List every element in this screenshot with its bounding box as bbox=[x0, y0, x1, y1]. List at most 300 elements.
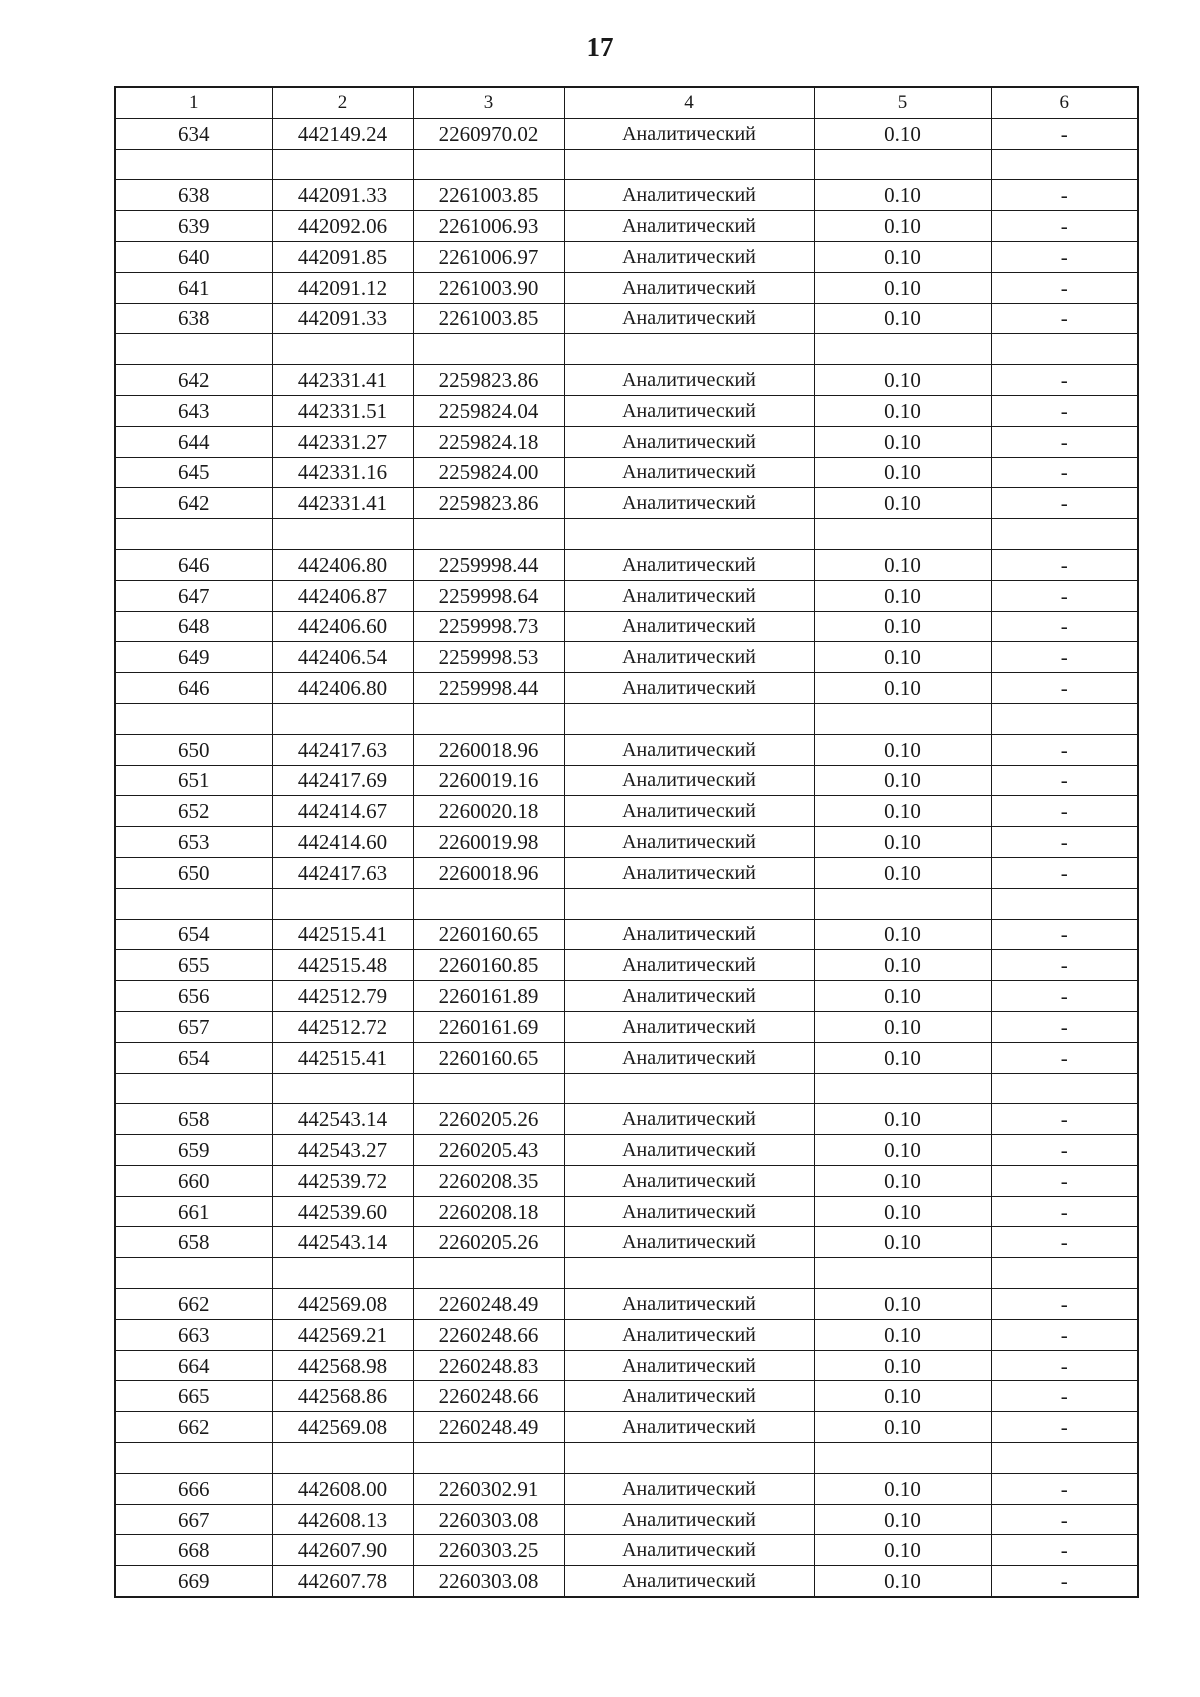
method-cell: Аналитический bbox=[564, 488, 814, 519]
x-coordinate-cell bbox=[272, 149, 413, 180]
method-cell: Аналитический bbox=[564, 1289, 814, 1320]
x-coordinate-cell bbox=[272, 519, 413, 550]
table-row bbox=[115, 1196, 1138, 1227]
table-row bbox=[115, 1473, 1138, 1504]
y-coordinate-cell: 2260018.96 bbox=[413, 734, 564, 765]
y-coordinate-cell: 2261003.90 bbox=[413, 272, 564, 303]
table-row bbox=[115, 272, 1138, 303]
separator-row bbox=[115, 1443, 1138, 1474]
table-row bbox=[115, 919, 1138, 950]
accuracy-cell: 0.10 bbox=[814, 549, 991, 580]
x-coordinate-cell: 442543.14 bbox=[272, 1104, 413, 1135]
point-number-cell: 644 bbox=[115, 426, 272, 457]
method-cell bbox=[564, 1258, 814, 1289]
point-number-cell bbox=[115, 1258, 272, 1289]
accuracy-cell: 0.10 bbox=[814, 796, 991, 827]
method-cell bbox=[564, 888, 814, 919]
accuracy-cell: 0.10 bbox=[814, 1473, 991, 1504]
accuracy-cell bbox=[814, 703, 991, 734]
accuracy-cell: 0.10 bbox=[814, 1504, 991, 1535]
point-number-cell: 646 bbox=[115, 549, 272, 580]
table-row bbox=[115, 488, 1138, 519]
note-cell: - bbox=[991, 981, 1138, 1012]
accuracy-cell: 0.10 bbox=[814, 488, 991, 519]
point-number-cell: 655 bbox=[115, 950, 272, 981]
point-number-cell bbox=[115, 519, 272, 550]
method-cell: Аналитический bbox=[564, 857, 814, 888]
point-number-cell: 660 bbox=[115, 1165, 272, 1196]
method-cell: Аналитический bbox=[564, 395, 814, 426]
y-coordinate-cell bbox=[413, 703, 564, 734]
point-number-cell: 640 bbox=[115, 241, 272, 272]
table-row bbox=[115, 1350, 1138, 1381]
method-cell: Аналитический bbox=[564, 1104, 814, 1135]
header-cell-6: 6 bbox=[991, 87, 1138, 118]
y-coordinate-cell: 2260302.91 bbox=[413, 1473, 564, 1504]
accuracy-cell: 0.10 bbox=[814, 1381, 991, 1412]
x-coordinate-cell: 442607.78 bbox=[272, 1566, 413, 1597]
x-coordinate-cell bbox=[272, 1258, 413, 1289]
method-cell: Аналитический bbox=[564, 673, 814, 704]
table-row bbox=[115, 118, 1138, 149]
table-row bbox=[115, 857, 1138, 888]
method-cell: Аналитический bbox=[564, 549, 814, 580]
method-cell: Аналитический bbox=[564, 1504, 814, 1535]
point-number-cell: 643 bbox=[115, 395, 272, 426]
point-number-cell: 664 bbox=[115, 1350, 272, 1381]
note-cell bbox=[991, 149, 1138, 180]
note-cell: - bbox=[991, 1319, 1138, 1350]
note-cell: - bbox=[991, 580, 1138, 611]
point-number-cell bbox=[115, 888, 272, 919]
y-coordinate-cell bbox=[413, 519, 564, 550]
table-row bbox=[115, 1104, 1138, 1135]
accuracy-cell: 0.10 bbox=[814, 1289, 991, 1320]
note-cell: - bbox=[991, 1566, 1138, 1597]
method-cell bbox=[564, 519, 814, 550]
table-row bbox=[115, 611, 1138, 642]
y-coordinate-cell: 2260248.83 bbox=[413, 1350, 564, 1381]
note-cell: - bbox=[991, 1196, 1138, 1227]
y-coordinate-cell: 2260208.35 bbox=[413, 1165, 564, 1196]
table-row bbox=[115, 395, 1138, 426]
table-row bbox=[115, 1042, 1138, 1073]
method-cell: Аналитический bbox=[564, 1319, 814, 1350]
table-row bbox=[115, 1289, 1138, 1320]
note-cell: - bbox=[991, 857, 1138, 888]
method-cell: Аналитический bbox=[564, 1381, 814, 1412]
x-coordinate-cell: 442512.79 bbox=[272, 981, 413, 1012]
x-coordinate-cell: 442417.63 bbox=[272, 734, 413, 765]
y-coordinate-cell: 2259824.18 bbox=[413, 426, 564, 457]
note-cell: - bbox=[991, 1011, 1138, 1042]
table-body bbox=[115, 118, 1138, 1597]
method-cell: Аналитический bbox=[564, 611, 814, 642]
point-number-cell: 662 bbox=[115, 1289, 272, 1320]
accuracy-cell: 0.10 bbox=[814, 211, 991, 242]
note-cell: - bbox=[991, 1412, 1138, 1443]
table-row bbox=[115, 211, 1138, 242]
header-cell-1: 1 bbox=[115, 87, 272, 118]
method-cell: Аналитический bbox=[564, 1011, 814, 1042]
note-cell: - bbox=[991, 1350, 1138, 1381]
method-cell: Аналитический bbox=[564, 365, 814, 396]
point-number-cell: 657 bbox=[115, 1011, 272, 1042]
x-coordinate-cell: 442568.98 bbox=[272, 1350, 413, 1381]
table-row bbox=[115, 1381, 1138, 1412]
note-cell: - bbox=[991, 1381, 1138, 1412]
note-cell: - bbox=[991, 765, 1138, 796]
accuracy-cell: 0.10 bbox=[814, 426, 991, 457]
x-coordinate-cell: 442569.08 bbox=[272, 1412, 413, 1443]
table-row bbox=[115, 1011, 1138, 1042]
note-cell: - bbox=[991, 734, 1138, 765]
point-number-cell: 656 bbox=[115, 981, 272, 1012]
note-cell: - bbox=[991, 457, 1138, 488]
method-cell: Аналитический bbox=[564, 796, 814, 827]
accuracy-cell: 0.10 bbox=[814, 303, 991, 334]
accuracy-cell: 0.10 bbox=[814, 395, 991, 426]
x-coordinate-cell: 442091.33 bbox=[272, 180, 413, 211]
x-coordinate-cell: 442515.41 bbox=[272, 1042, 413, 1073]
method-cell: Аналитический bbox=[564, 211, 814, 242]
table-row bbox=[115, 580, 1138, 611]
method-cell: Аналитический bbox=[564, 1350, 814, 1381]
accuracy-cell: 0.10 bbox=[814, 457, 991, 488]
y-coordinate-cell: 2260248.49 bbox=[413, 1412, 564, 1443]
y-coordinate-cell: 2260205.26 bbox=[413, 1227, 564, 1258]
table-row bbox=[115, 827, 1138, 858]
method-cell: Аналитический bbox=[564, 1135, 814, 1166]
y-coordinate-cell bbox=[413, 149, 564, 180]
point-number-cell: 666 bbox=[115, 1473, 272, 1504]
accuracy-cell: 0.10 bbox=[814, 580, 991, 611]
y-coordinate-cell: 2260161.89 bbox=[413, 981, 564, 1012]
accuracy-cell bbox=[814, 1073, 991, 1104]
method-cell: Аналитический bbox=[564, 457, 814, 488]
table-row bbox=[115, 1535, 1138, 1566]
y-coordinate-cell bbox=[413, 1443, 564, 1474]
x-coordinate-cell: 442515.48 bbox=[272, 950, 413, 981]
y-coordinate-cell: 2260020.18 bbox=[413, 796, 564, 827]
accuracy-cell: 0.10 bbox=[814, 950, 991, 981]
x-coordinate-cell bbox=[272, 1443, 413, 1474]
x-coordinate-cell: 442539.60 bbox=[272, 1196, 413, 1227]
x-coordinate-cell: 442091.33 bbox=[272, 303, 413, 334]
accuracy-cell: 0.10 bbox=[814, 1135, 991, 1166]
note-cell: - bbox=[991, 426, 1138, 457]
point-number-cell: 639 bbox=[115, 211, 272, 242]
x-coordinate-cell: 442406.87 bbox=[272, 580, 413, 611]
coordinates-table bbox=[114, 86, 1139, 1598]
header-cell-4: 4 bbox=[564, 87, 814, 118]
accuracy-cell: 0.10 bbox=[814, 1104, 991, 1135]
method-cell: Аналитический bbox=[564, 1535, 814, 1566]
separator-row bbox=[115, 1258, 1138, 1289]
y-coordinate-cell: 2260160.65 bbox=[413, 1042, 564, 1073]
note-cell: - bbox=[991, 642, 1138, 673]
y-coordinate-cell: 2260303.08 bbox=[413, 1566, 564, 1597]
accuracy-cell: 0.10 bbox=[814, 1535, 991, 1566]
y-coordinate-cell: 2260161.69 bbox=[413, 1011, 564, 1042]
table-row bbox=[115, 426, 1138, 457]
method-cell: Аналитический bbox=[564, 272, 814, 303]
method-cell: Аналитический bbox=[564, 919, 814, 950]
separator-row bbox=[115, 519, 1138, 550]
note-cell: - bbox=[991, 611, 1138, 642]
x-coordinate-cell: 442417.69 bbox=[272, 765, 413, 796]
accuracy-cell bbox=[814, 1443, 991, 1474]
note-cell bbox=[991, 1258, 1138, 1289]
method-cell: Аналитический bbox=[564, 241, 814, 272]
method-cell: Аналитический bbox=[564, 303, 814, 334]
point-number-cell: 668 bbox=[115, 1535, 272, 1566]
table-row bbox=[115, 1135, 1138, 1166]
table-row bbox=[115, 765, 1138, 796]
point-number-cell bbox=[115, 149, 272, 180]
x-coordinate-cell: 442414.67 bbox=[272, 796, 413, 827]
x-coordinate-cell: 442569.08 bbox=[272, 1289, 413, 1320]
y-coordinate-cell: 2260205.43 bbox=[413, 1135, 564, 1166]
method-cell: Аналитический bbox=[564, 765, 814, 796]
table-row bbox=[115, 241, 1138, 272]
separator-row bbox=[115, 1073, 1138, 1104]
table-row bbox=[115, 457, 1138, 488]
y-coordinate-cell: 2260303.25 bbox=[413, 1535, 564, 1566]
accuracy-cell: 0.10 bbox=[814, 734, 991, 765]
point-number-cell: 667 bbox=[115, 1504, 272, 1535]
point-number-cell: 669 bbox=[115, 1566, 272, 1597]
method-cell: Аналитический bbox=[564, 1566, 814, 1597]
y-coordinate-cell: 2259998.64 bbox=[413, 580, 564, 611]
table-header bbox=[115, 87, 1138, 118]
point-number-cell bbox=[115, 1443, 272, 1474]
note-cell: - bbox=[991, 118, 1138, 149]
note-cell: - bbox=[991, 1135, 1138, 1166]
x-coordinate-cell: 442406.80 bbox=[272, 549, 413, 580]
note-cell: - bbox=[991, 272, 1138, 303]
table-row bbox=[115, 180, 1138, 211]
point-number-cell: 645 bbox=[115, 457, 272, 488]
accuracy-cell: 0.10 bbox=[814, 118, 991, 149]
y-coordinate-cell: 2259998.44 bbox=[413, 549, 564, 580]
y-coordinate-cell bbox=[413, 1073, 564, 1104]
point-number-cell: 638 bbox=[115, 303, 272, 334]
header-cell-2: 2 bbox=[272, 87, 413, 118]
point-number-cell: 654 bbox=[115, 1042, 272, 1073]
note-cell: - bbox=[991, 211, 1138, 242]
x-coordinate-cell: 442331.41 bbox=[272, 488, 413, 519]
point-number-cell: 651 bbox=[115, 765, 272, 796]
x-coordinate-cell bbox=[272, 334, 413, 365]
point-number-cell bbox=[115, 703, 272, 734]
x-coordinate-cell bbox=[272, 703, 413, 734]
note-cell: - bbox=[991, 241, 1138, 272]
point-number-cell: 649 bbox=[115, 642, 272, 673]
accuracy-cell: 0.10 bbox=[814, 642, 991, 673]
table-row bbox=[115, 549, 1138, 580]
table-row bbox=[115, 642, 1138, 673]
table-row bbox=[115, 303, 1138, 334]
accuracy-cell: 0.10 bbox=[814, 1566, 991, 1597]
header-cell-5: 5 bbox=[814, 87, 991, 118]
y-coordinate-cell: 2259824.04 bbox=[413, 395, 564, 426]
y-coordinate-cell: 2260970.02 bbox=[413, 118, 564, 149]
method-cell: Аналитический bbox=[564, 426, 814, 457]
y-coordinate-cell: 2260019.16 bbox=[413, 765, 564, 796]
table-row bbox=[115, 1165, 1138, 1196]
accuracy-cell: 0.10 bbox=[814, 1350, 991, 1381]
table-row bbox=[115, 673, 1138, 704]
header-row bbox=[115, 87, 1138, 118]
note-cell: - bbox=[991, 1473, 1138, 1504]
table-row bbox=[115, 365, 1138, 396]
separator-row bbox=[115, 149, 1138, 180]
point-number-cell: 653 bbox=[115, 827, 272, 858]
note-cell: - bbox=[991, 919, 1138, 950]
note-cell: - bbox=[991, 1504, 1138, 1535]
method-cell: Аналитический bbox=[564, 1196, 814, 1227]
note-cell: - bbox=[991, 1535, 1138, 1566]
note-cell: - bbox=[991, 365, 1138, 396]
x-coordinate-cell: 442607.90 bbox=[272, 1535, 413, 1566]
accuracy-cell: 0.10 bbox=[814, 1165, 991, 1196]
x-coordinate-cell: 442543.14 bbox=[272, 1227, 413, 1258]
x-coordinate-cell: 442539.72 bbox=[272, 1165, 413, 1196]
point-number-cell: 665 bbox=[115, 1381, 272, 1412]
y-coordinate-cell: 2259824.00 bbox=[413, 457, 564, 488]
y-coordinate-cell: 2259998.44 bbox=[413, 673, 564, 704]
x-coordinate-cell: 442091.85 bbox=[272, 241, 413, 272]
point-number-cell: 648 bbox=[115, 611, 272, 642]
method-cell: Аналитический bbox=[564, 1227, 814, 1258]
y-coordinate-cell: 2261006.97 bbox=[413, 241, 564, 272]
point-number-cell: 642 bbox=[115, 488, 272, 519]
note-cell bbox=[991, 334, 1138, 365]
y-coordinate-cell: 2260303.08 bbox=[413, 1504, 564, 1535]
accuracy-cell: 0.10 bbox=[814, 365, 991, 396]
x-coordinate-cell: 442406.60 bbox=[272, 611, 413, 642]
point-number-cell bbox=[115, 1073, 272, 1104]
method-cell: Аналитический bbox=[564, 642, 814, 673]
method-cell: Аналитический bbox=[564, 1042, 814, 1073]
note-cell bbox=[991, 519, 1138, 550]
point-number-cell: 661 bbox=[115, 1196, 272, 1227]
point-number-cell: 650 bbox=[115, 734, 272, 765]
y-coordinate-cell: 2261003.85 bbox=[413, 180, 564, 211]
note-cell: - bbox=[991, 1104, 1138, 1135]
accuracy-cell: 0.10 bbox=[814, 857, 991, 888]
y-coordinate-cell: 2260160.85 bbox=[413, 950, 564, 981]
page-number: 17 bbox=[586, 32, 614, 62]
point-number-cell: 658 bbox=[115, 1104, 272, 1135]
method-cell: Аналитический bbox=[564, 981, 814, 1012]
method-cell bbox=[564, 149, 814, 180]
x-coordinate-cell: 442608.13 bbox=[272, 1504, 413, 1535]
point-number-cell: 659 bbox=[115, 1135, 272, 1166]
note-cell: - bbox=[991, 1289, 1138, 1320]
accuracy-cell bbox=[814, 1258, 991, 1289]
note-cell: - bbox=[991, 1042, 1138, 1073]
note-cell: - bbox=[991, 1165, 1138, 1196]
x-coordinate-cell: 442092.06 bbox=[272, 211, 413, 242]
table-row bbox=[115, 1412, 1138, 1443]
method-cell: Аналитический bbox=[564, 1473, 814, 1504]
note-cell bbox=[991, 1073, 1138, 1104]
y-coordinate-cell: 2260160.65 bbox=[413, 919, 564, 950]
y-coordinate-cell: 2261006.93 bbox=[413, 211, 564, 242]
y-coordinate-cell: 2259823.86 bbox=[413, 488, 564, 519]
accuracy-cell: 0.10 bbox=[814, 180, 991, 211]
x-coordinate-cell: 442608.00 bbox=[272, 1473, 413, 1504]
y-coordinate-cell: 2259823.86 bbox=[413, 365, 564, 396]
x-coordinate-cell: 442331.27 bbox=[272, 426, 413, 457]
x-coordinate-cell: 442543.27 bbox=[272, 1135, 413, 1166]
x-coordinate-cell: 442331.41 bbox=[272, 365, 413, 396]
method-cell: Аналитический bbox=[564, 734, 814, 765]
point-number-cell: 652 bbox=[115, 796, 272, 827]
accuracy-cell: 0.10 bbox=[814, 611, 991, 642]
point-number-cell: 641 bbox=[115, 272, 272, 303]
method-cell bbox=[564, 703, 814, 734]
accuracy-cell: 0.10 bbox=[814, 1319, 991, 1350]
note-cell: - bbox=[991, 950, 1138, 981]
note-cell bbox=[991, 1443, 1138, 1474]
table-row bbox=[115, 1227, 1138, 1258]
note-cell: - bbox=[991, 1227, 1138, 1258]
accuracy-cell: 0.10 bbox=[814, 241, 991, 272]
y-coordinate-cell bbox=[413, 1258, 564, 1289]
x-coordinate-cell: 442406.80 bbox=[272, 673, 413, 704]
method-cell: Аналитический bbox=[564, 950, 814, 981]
x-coordinate-cell: 442414.60 bbox=[272, 827, 413, 858]
y-coordinate-cell: 2259998.53 bbox=[413, 642, 564, 673]
method-cell: Аналитический bbox=[564, 1165, 814, 1196]
note-cell: - bbox=[991, 395, 1138, 426]
note-cell: - bbox=[991, 180, 1138, 211]
accuracy-cell: 0.10 bbox=[814, 827, 991, 858]
x-coordinate-cell: 442512.72 bbox=[272, 1011, 413, 1042]
note-cell: - bbox=[991, 796, 1138, 827]
table-row bbox=[115, 950, 1138, 981]
point-number-cell: 650 bbox=[115, 857, 272, 888]
accuracy-cell: 0.10 bbox=[814, 1011, 991, 1042]
point-number-cell: 663 bbox=[115, 1319, 272, 1350]
y-coordinate-cell: 2260018.96 bbox=[413, 857, 564, 888]
x-coordinate-cell: 442515.41 bbox=[272, 919, 413, 950]
point-number-cell: 642 bbox=[115, 365, 272, 396]
y-coordinate-cell: 2260208.18 bbox=[413, 1196, 564, 1227]
point-number-cell: 638 bbox=[115, 180, 272, 211]
y-coordinate-cell bbox=[413, 888, 564, 919]
x-coordinate-cell: 442331.16 bbox=[272, 457, 413, 488]
table-row bbox=[115, 981, 1138, 1012]
note-cell: - bbox=[991, 303, 1138, 334]
accuracy-cell: 0.10 bbox=[814, 1042, 991, 1073]
y-coordinate-cell: 2260019.98 bbox=[413, 827, 564, 858]
method-cell: Аналитический bbox=[564, 180, 814, 211]
accuracy-cell: 0.10 bbox=[814, 919, 991, 950]
method-cell bbox=[564, 334, 814, 365]
table-row bbox=[115, 1319, 1138, 1350]
method-cell: Аналитический bbox=[564, 827, 814, 858]
method-cell: Аналитический bbox=[564, 118, 814, 149]
table-row bbox=[115, 734, 1138, 765]
note-cell: - bbox=[991, 827, 1138, 858]
method-cell: Аналитический bbox=[564, 1412, 814, 1443]
accuracy-cell bbox=[814, 149, 991, 180]
x-coordinate-cell: 442406.54 bbox=[272, 642, 413, 673]
